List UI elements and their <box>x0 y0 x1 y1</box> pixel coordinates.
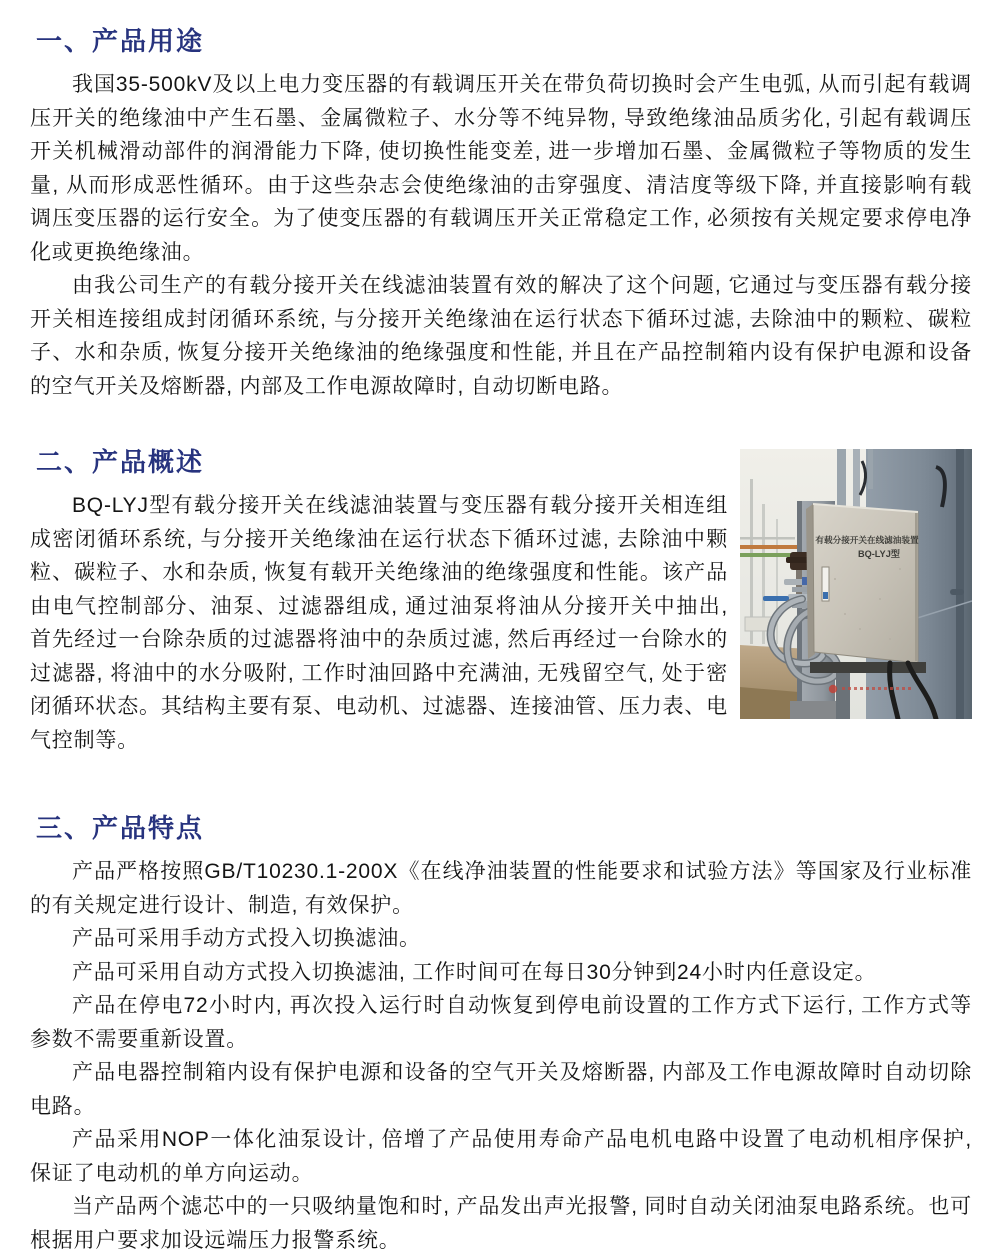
box-level-gauge <box>822 567 829 601</box>
feature-paragraph-2: 产品可采用手动方式投入切换滤油。 <box>72 927 421 950</box>
box-label-line1: 有载分接开关在线滤油装置 <box>815 535 919 545</box>
photo-orange-pipe <box>740 545 798 549</box>
feature-paragraph-4: 产品在停电72小时内, 再次投入运行时自动恢复到停电前设置的工作方式下运行, 工作方式等参数不需要重新设置。 <box>30 994 972 1051</box>
usage-paragraph-1: 我国35-500kV及以上电力变压器的有载调压开关在带负荷切换时会产生电弧, 从而引起有载调压开关的绝缘油中产生石墨、金属微粒子、水分等不纯异物, 导致绝缘油品质劣化, 引起有载调压开关机械滑动部件的润滑能力下降, 使切换性能变差, 进一步增加石墨、金属微粒子等物质的发生量, 从而形成恶性循环。由于这些杂志会使绝缘油的击穿强度、清洁度等级下降, 并直接影响有载调压变压器的运行安全。为了使变压器的有载调压开关正常稳定工作, 必须按有关规定要求停电净化或更换绝缘油。 <box>30 73 972 264</box>
section-overview-title: 二、产品概述 <box>36 447 205 477</box>
feature-paragraph-3: 产品可采用自动方式投入切换滤油, 工作时间可在每日30分钟到24小时内任意设定。 <box>72 960 877 984</box>
section-usage-title: 一、产品用途 <box>36 26 205 56</box>
section-features-title: 三、产品特点 <box>36 813 205 843</box>
usage-paragraph-2: 由我公司生产的有载分接开关在线滤油装置有效的解决了这个问题, 它通过与变压器有载分接开关相连接组成封闭循环系统, 与分接开关绝缘油在运行状态下循环过滤, 去除油中的颗粒、碳粒子、水和杂质, 恢复分接开关绝缘油的绝缘强度和性能, 并且在产品控制箱内设有保护电源和设备的空气开关及熔断器, 内部及工作电源故障时, 自动切断电路。 <box>30 274 972 398</box>
box-label-line2: BQ-LYJ型 <box>857 549 900 559</box>
overview-paragraph-1: BQ-LYJ型有载分接开关在线滤油装置与变压器有载分接开关相连组成密闭循环系统, 与分接开关绝缘油在运行状态下循环过滤, 去除油中颗粒、碳粒子、水和杂质, 恢复有载开关绝缘油的绝缘强度和性能。该产品由电气控制部分、油泵、过滤器组成, 通过油泵将油从分接开关中抽出, 首先经过一台除杂质的过滤器将油中的杂质过滤, 然后再经过一台除水的过滤器, 将油中的水分吸附, 工作时油回路中充满油, 无残留空气, 处于密闭循环状态。其结构主要有泵、电动机、过滤器、连接油管、压力表、电气控制等。 <box>30 494 728 752</box>
feature-paragraph-1: 产品严格按照GB/T10230.1-200X《在线净油装置的性能要求和试验方法》等国家及行业标准的有关规定进行设计、制造, 有效保护。 <box>30 860 972 917</box>
feature-paragraph-5: 产品电器控制箱内设有保护电源和设备的空气开关及熔断器, 内部及工作电源故障时自动切除电路。 <box>30 1061 972 1118</box>
section-overview <box>30 445 972 757</box>
photo-control-box <box>806 504 919 663</box>
device-photo-illustration <box>740 449 972 719</box>
section-usage <box>30 24 972 403</box>
section-features <box>30 811 972 1257</box>
device-photo <box>740 449 972 719</box>
feature-paragraph-7: 当产品两个滤芯中的一只吸纳量饱和时, 产品发出声光报警, 同时自动关闭油泵电路系统。也可根据用户要求加设远端压力报警系统。 <box>30 1195 972 1252</box>
feature-paragraph-6: 产品采用NOP一体化油泵设计, 倍增了产品使用寿命产品电机电路中设置了电动机相序保护, 保证了电动机的单方向运动。 <box>30 1128 972 1185</box>
photo-green-pipe <box>740 553 798 557</box>
